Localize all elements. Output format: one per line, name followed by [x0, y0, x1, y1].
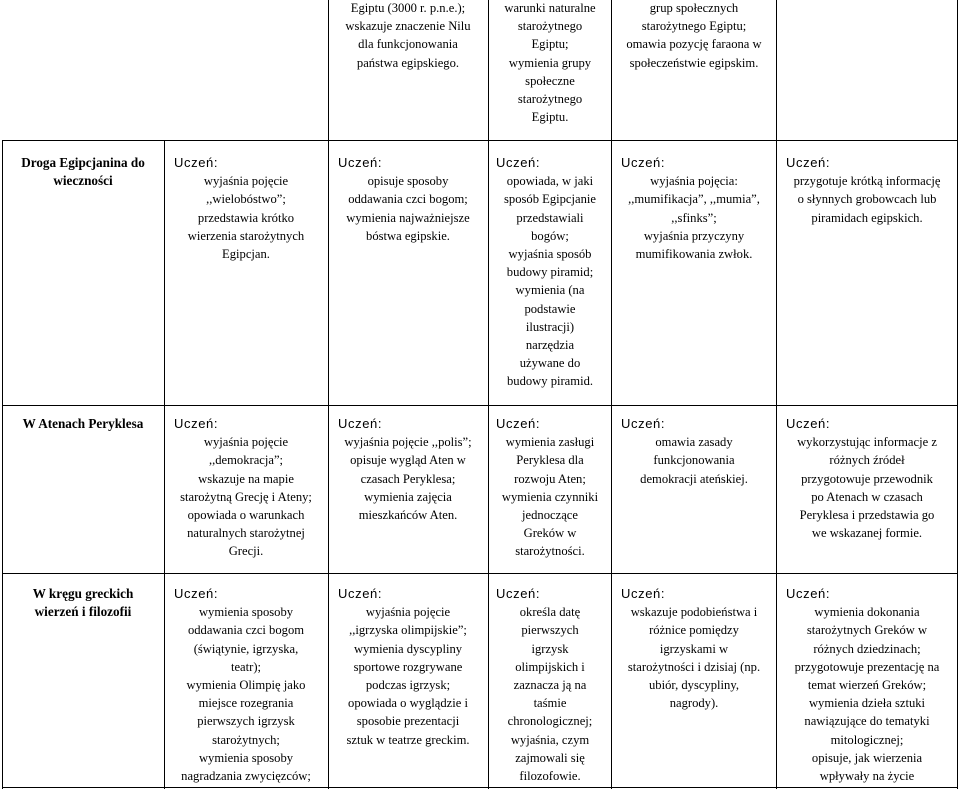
cell-text: starożytnego — [517, 92, 583, 107]
table-cell — [490, 585, 610, 785]
cell-text: ilustracji) — [525, 319, 575, 334]
student-label: Uczeń: — [496, 155, 541, 170]
cell-text: piramidach egipskich. — [811, 210, 923, 225]
cell-text: temat wierzeń Greków; — [807, 678, 927, 693]
table-cell — [166, 585, 326, 785]
cell-text: opisuje wygląd Aten w — [350, 453, 466, 468]
cell-text: ,,igrzyska olimpijskie”; — [349, 623, 467, 638]
cell-text: ,,sfinks”; — [671, 210, 717, 225]
cell-text: nagrody). — [669, 696, 719, 711]
cell-text: wymienia sposoby — [198, 750, 294, 765]
cell-text: Egipcjan. — [222, 247, 270, 262]
cell-text: bóstwa egipskie. — [366, 228, 450, 243]
cell-text: starożytnych Greków w — [806, 623, 928, 638]
topic-title: wierzeń i filozofii — [34, 604, 132, 620]
student-label: Uczeń: — [174, 586, 219, 601]
cell-text: wymienia najważniejsze — [346, 210, 470, 225]
cell-text: jednoczące — [522, 508, 578, 523]
cell-text: budowy piramid. — [506, 374, 594, 389]
topic-title: W Atenach Peryklesa — [22, 416, 144, 431]
cell-text: różnych źródeł — [829, 453, 905, 468]
cell-text: przygotowuje przewodnik — [801, 471, 933, 486]
table-border-bottom — [2, 787, 958, 788]
cell-text: funkcjonowania — [653, 453, 735, 468]
table-cell — [330, 585, 486, 749]
cell-text: Greków w — [523, 526, 577, 541]
table-border-right — [957, 0, 958, 789]
cell-text: opisuje sposoby — [367, 174, 449, 189]
cell-text: taśmie — [533, 696, 567, 711]
cell-text: nagradzania zwycięzców; — [181, 769, 311, 784]
cell-text: zajmowali się — [515, 750, 585, 765]
cell-text: omawia pozycję faraona w — [626, 37, 762, 52]
cell-text: społeczeństwie egipskim. — [629, 55, 759, 70]
table-cell — [778, 585, 956, 785]
cell-text: podczas igrzysk; — [365, 678, 451, 693]
student-label: Uczeń: — [174, 416, 219, 431]
table-cell — [613, 585, 775, 712]
cell-text: Peryklesa dla — [516, 453, 584, 468]
cell-text: różnych dziedzinach; — [813, 641, 921, 656]
cell-text: sportowe rozgrywane — [353, 659, 463, 674]
column-divider — [328, 0, 329, 789]
cell-text: przygotowuje prezentację na — [794, 659, 940, 674]
cell-text: starożytną Grecję i Ateny; — [180, 489, 312, 504]
cell-text: wyjaśnia pojęcie — [203, 435, 289, 450]
student-label: Uczeń: — [786, 155, 831, 170]
student-label: Uczeń: — [338, 416, 383, 431]
topic-cell — [4, 154, 162, 190]
cell-text: oddawania czci bogom — [187, 623, 305, 638]
cell-text: omawia zasady — [655, 435, 733, 450]
column-divider — [488, 0, 489, 789]
cell-text: opowiada o warunkach — [187, 508, 305, 523]
table-cell — [490, 0, 610, 126]
cell-text: wyjaśnia, czym — [510, 732, 590, 747]
cell-text: wskazuje znaczenie Nilu — [345, 19, 471, 34]
table-cell — [613, 154, 775, 263]
cell-text: igrzysk — [531, 641, 569, 656]
cell-text: wyjaśnia sposób — [508, 247, 592, 262]
cell-text: igrzyskami w — [659, 641, 729, 656]
student-label: Uczeń: — [621, 155, 666, 170]
cell-text: wymienia dokonania — [814, 605, 920, 620]
cell-text: ,,wielobóstwo”; — [206, 192, 286, 207]
cell-text: narzędzia — [525, 338, 575, 353]
cell-text: wymienia dzieła sztuki — [808, 696, 926, 711]
cell-text: wykorzystując informacje z — [797, 435, 937, 450]
topic-cell — [4, 585, 162, 621]
cell-text: starożytnych; — [212, 732, 280, 747]
cell-text: mieszkańców Aten. — [358, 508, 458, 523]
cell-text: opowiada o wyglądzie i — [348, 696, 468, 711]
cell-text: demokracji ateńskiej. — [640, 471, 748, 486]
cell-text: przedstawia krótko — [197, 210, 295, 225]
cell-text: Egiptu. — [531, 110, 569, 125]
cell-text: wymienia Olimpię jako — [186, 678, 306, 693]
cell-text: sztuk w teatrze greckim. — [346, 732, 470, 747]
table-cell — [330, 0, 486, 72]
cell-text: określa datę — [519, 605, 581, 620]
cell-text: bogów; — [531, 228, 569, 243]
table-border-left — [2, 140, 3, 789]
cell-text: ,,demokracja”; — [208, 453, 284, 468]
cell-text: wskazuje podobieństwa i — [630, 605, 758, 620]
cell-text: Egiptu; — [531, 37, 569, 52]
cell-text: wskazuje na mapie — [198, 471, 294, 486]
cell-text: starożytności. — [515, 544, 585, 559]
cell-text: Grecji. — [228, 544, 264, 559]
cell-text: społeczne — [525, 73, 575, 88]
cell-text: wyjaśnia pojęcie ,,polis”; — [344, 435, 472, 450]
table-cell — [613, 0, 775, 72]
cell-text: ubiór, dyscypliny, — [649, 678, 739, 693]
student-label: Uczeń: — [338, 586, 383, 601]
row-divider — [2, 140, 958, 141]
cell-text: budowy piramid; — [506, 265, 594, 280]
student-label: Uczeń: — [786, 586, 831, 601]
cell-text: zaznacza ją na — [513, 678, 587, 693]
cell-text: o słynnych grobowcach lub — [797, 192, 937, 207]
cell-text: po Atenach w czasach — [811, 489, 923, 504]
table-cell — [778, 154, 956, 227]
cell-text: rozwoju Aten; — [514, 471, 586, 486]
cell-text: chronologicznej; — [507, 714, 593, 729]
cell-text: starożytności i dzisiaj (np. — [627, 659, 761, 674]
cell-text: wpływały na życie — [819, 769, 915, 784]
cell-text: ,,mumifikacja”, ,,mumia”, — [628, 192, 760, 207]
column-divider — [776, 0, 777, 789]
cell-text: pierwszych igrzysk — [197, 714, 295, 729]
table-cell — [330, 415, 486, 524]
cell-text: używane do — [519, 356, 581, 371]
topic-cell — [4, 415, 162, 433]
column-divider — [164, 140, 165, 789]
table-cell — [166, 415, 326, 561]
cell-text: naturalnych starożytnej — [187, 526, 305, 541]
cell-text: opisuje, jak wierzenia — [811, 750, 923, 765]
cell-text: wymienia czynniki — [501, 489, 599, 504]
cell-text: mumifikowania zwłok. — [635, 247, 753, 262]
student-label: Uczeń: — [786, 416, 831, 431]
cell-text: sposób Egipcjanie — [504, 192, 596, 207]
table-cell — [166, 154, 326, 263]
student-label: Uczeń: — [174, 155, 219, 170]
cell-text: wymienia (na — [515, 283, 585, 298]
cell-text: Egiptu (3000 r. p.n.e.); — [350, 1, 466, 15]
cell-text: miejsce rozegrania — [198, 696, 294, 711]
cell-text: nawiązujące do tematyki — [804, 714, 930, 729]
cell-text: starożytnego — [517, 19, 583, 34]
cell-text: wymienia grupy — [508, 55, 592, 70]
cell-text: różnice pomiędzy — [649, 623, 739, 638]
row-divider — [2, 405, 958, 406]
cell-text: wymienia dyscypliny — [353, 641, 463, 656]
topic-title: W kręgu greckich — [32, 586, 134, 601]
student-label: Uczeń: — [621, 586, 666, 601]
cell-text: podstawie — [524, 301, 576, 316]
cell-text: olimpijskich i — [515, 659, 585, 674]
student-label: Uczeń: — [338, 155, 383, 170]
cell-text: wyjaśnia pojęcia: — [650, 174, 738, 189]
table-cell — [330, 154, 486, 245]
cell-text: grup społecznych — [649, 1, 739, 15]
cell-text: czasach Peryklesa; — [360, 471, 456, 486]
cell-text: mitologicznej; — [830, 732, 904, 747]
cell-text: pierwszych — [521, 623, 579, 638]
cell-text: teatr); — [230, 659, 262, 674]
student-label: Uczeń: — [621, 416, 666, 431]
table-cell — [778, 415, 956, 542]
cell-text: wymienia sposoby — [198, 605, 294, 620]
cell-text: przygotuje krótką informację — [793, 174, 941, 189]
cell-text: wyjaśnia pojęcie — [365, 605, 451, 620]
cell-text: we wskazanej formie. — [811, 526, 923, 541]
table-cell — [490, 154, 610, 391]
topic-title: wieczności — [53, 173, 113, 189]
row-divider — [2, 573, 958, 574]
table-cell — [490, 415, 610, 561]
cell-text: dla funkcjonowania — [358, 37, 458, 52]
cell-text: starożytnego Egiptu; — [641, 19, 747, 34]
cell-text: (świątynie, igrzyska, — [193, 641, 299, 656]
cell-text: państwa egipskiego. — [356, 55, 460, 70]
cell-text: sposobie prezentacji — [356, 714, 460, 729]
cell-text: filozofowie. — [519, 769, 581, 784]
cell-text: oddawania czci bogom; — [348, 192, 468, 207]
cell-text: wyjaśnia pojęcie — [203, 174, 289, 189]
student-label: Uczeń: — [496, 586, 541, 601]
cell-text: opowiada, w jaki — [506, 174, 594, 189]
cell-text: przedstawiali — [516, 210, 584, 225]
cell-text: wymienia zajęcia — [364, 489, 452, 504]
table-cell — [613, 415, 775, 488]
column-divider — [611, 0, 612, 789]
cell-text: warunki naturalne — [504, 1, 596, 15]
topic-title: Droga Egipcjanina do — [21, 155, 145, 170]
cell-text: wierzenia starożytnych — [187, 228, 305, 243]
student-label: Uczeń: — [496, 416, 541, 431]
cell-text: wymienia zasługi — [505, 435, 595, 450]
cell-text: wyjaśnia przyczyny — [643, 228, 745, 243]
cell-text: Peryklesa i przedstawia go — [799, 508, 935, 523]
